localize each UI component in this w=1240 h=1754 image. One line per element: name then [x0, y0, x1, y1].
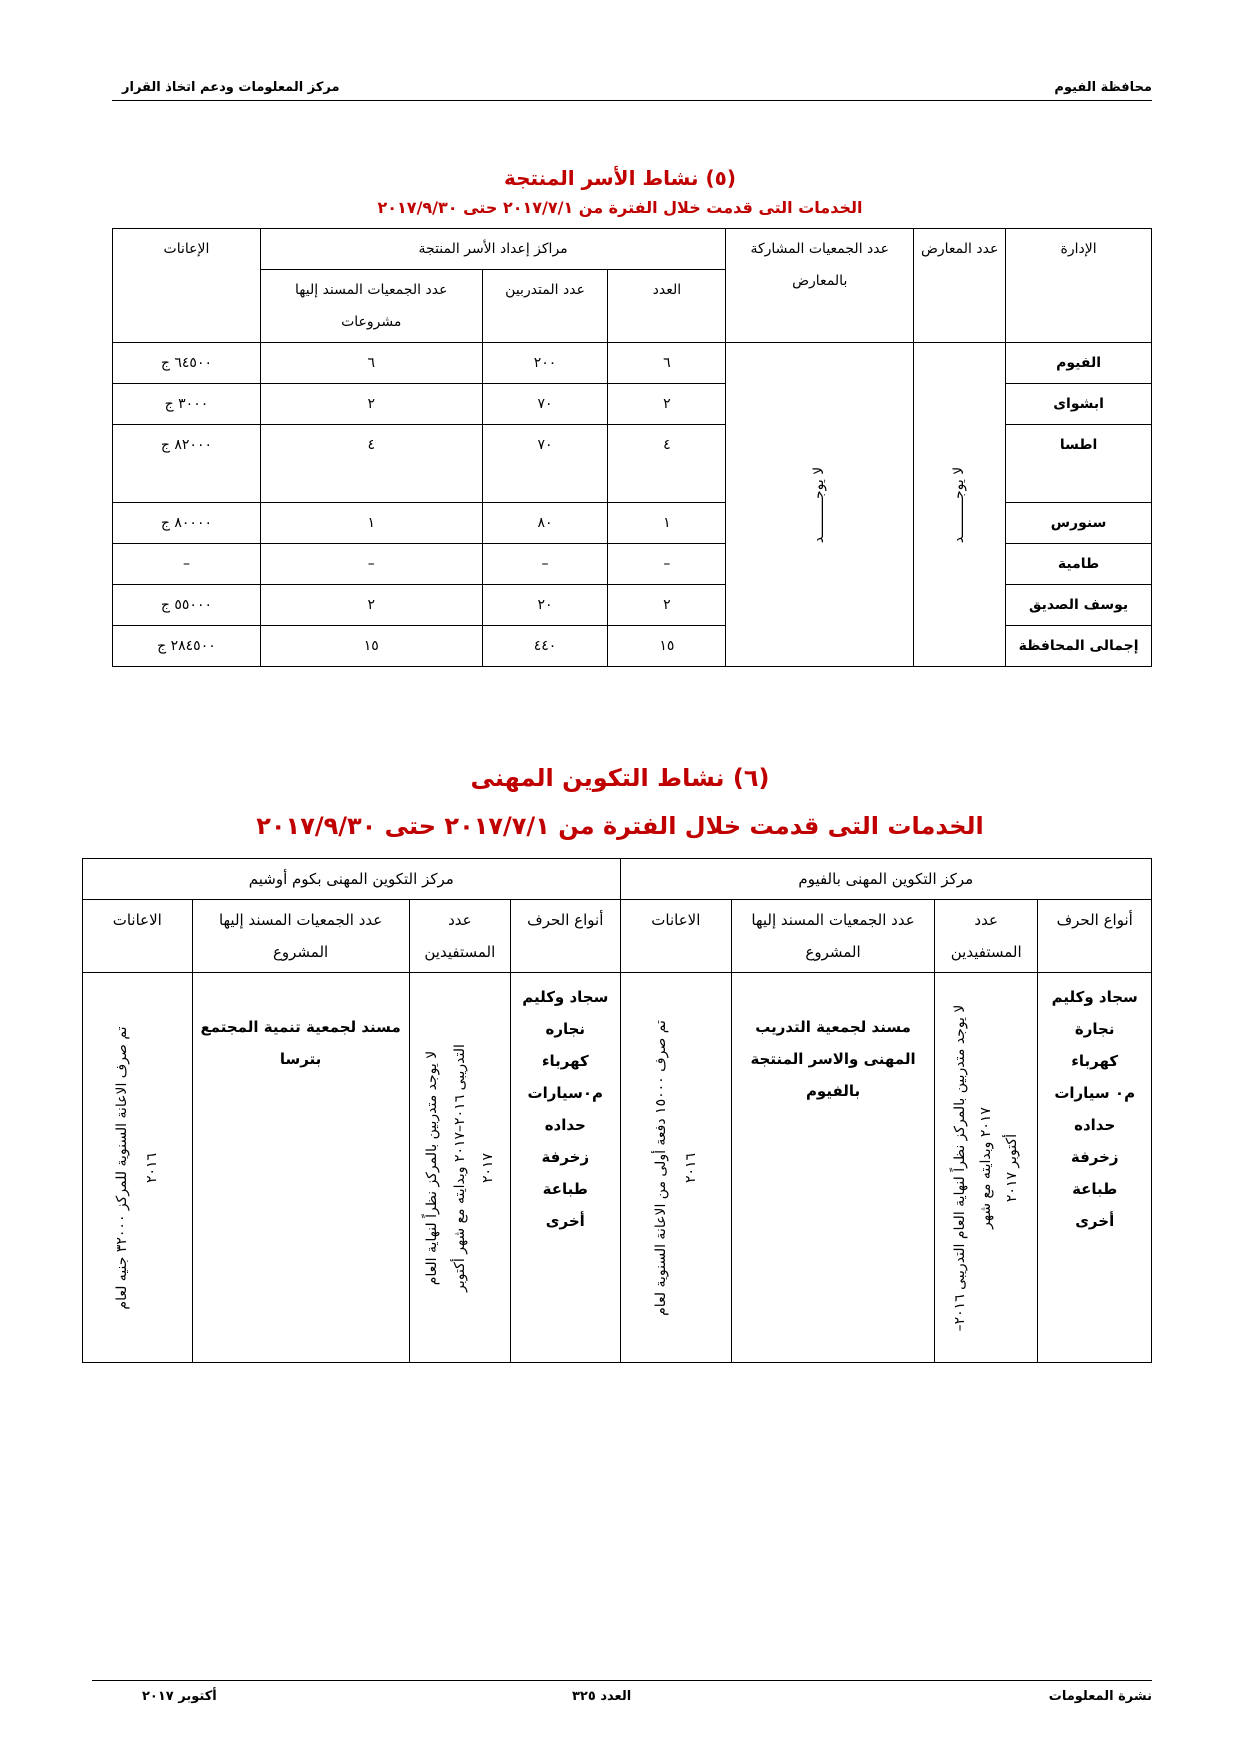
row-trainees: –: [482, 544, 608, 585]
col-count: العدد: [608, 270, 726, 343]
footer-issue: العدد ٣٢٥: [572, 1689, 632, 1704]
page-header: [112, 78, 1152, 101]
row-assoc: ٢: [260, 585, 482, 626]
col-crafts: أنواع الحرف: [1038, 900, 1152, 973]
craft-item: كهرباء: [1071, 1052, 1119, 1070]
row-subsidy: –: [113, 544, 261, 585]
col-assoc: عدد الجمعيات المسند إليها المشروع: [732, 900, 935, 973]
crafts-list-kom-oshim: [511, 973, 621, 1363]
row-admin: يوسف الصديق: [1006, 585, 1152, 626]
row-total-admin: إجمالى المحافظة: [1006, 626, 1152, 667]
row-trainees: ٢٠: [482, 585, 608, 626]
row-trainees: ٨٠: [482, 503, 608, 544]
craft-item: نجارة: [1074, 1020, 1115, 1038]
col-crafts: أنواع الحرف: [511, 900, 621, 973]
row-assoc: ٤: [260, 425, 482, 503]
beneficiaries-line: أكتوبر ٢٠١٧: [1004, 1133, 1021, 1202]
col-assoc-exhibits: عدد الجمعيات المشاركة بالمعارض: [726, 229, 914, 343]
footer-publication: نشرة المعلومات: [1048, 1689, 1152, 1704]
row-total-trainees: ٤٤٠: [482, 626, 608, 667]
row-count: ١: [608, 503, 726, 544]
col-assoc: عدد الجمعيات المسند إليها المشروع: [192, 900, 409, 973]
craft-item: نجاره: [545, 1020, 586, 1038]
row-count: ٢: [608, 585, 726, 626]
col-beneficiaries: عدد المستفيدين: [934, 900, 1037, 973]
row-assoc: ٢: [260, 384, 482, 425]
subsidy-line: ٢٠١٦: [144, 1152, 161, 1183]
col-exhibits: عدد المعارض: [914, 229, 1006, 343]
col-assoc-projects: عدد الجمعيات المسند إليها مشروعات: [260, 270, 482, 343]
row-assoc: ٦: [260, 343, 482, 384]
section6-title: (٦) نشاط التكوين المهنى: [470, 764, 770, 792]
row-total-count: ١٥: [608, 626, 726, 667]
col-trainees: عدد المتدربين: [482, 270, 608, 343]
row-admin: اطسا: [1006, 425, 1152, 503]
craft-item: أخرى: [1075, 1212, 1115, 1230]
row-admin: ابشواى: [1006, 384, 1152, 425]
craft-item: طباعة: [542, 1180, 588, 1198]
subsidy-kom-oshim: [83, 973, 193, 1363]
productive-families-table: [112, 228, 1152, 667]
header-governorate: محافظة الفيوم: [1054, 80, 1152, 95]
header-center: مركز المعلومات ودعم اتخاذ القرار: [122, 80, 340, 95]
row-subsidy: ٨٢٠٠٠ ج: [113, 425, 261, 503]
row-subsidy: ٨٠٠٠٠ ج: [113, 503, 261, 544]
page-footer: [92, 1680, 1152, 1715]
col-admin: الإدارة: [1006, 229, 1152, 343]
col-centers: مراكز إعداد الأسر المنتجة: [260, 229, 725, 270]
beneficiaries-line: التدريبى ٢٠١٦–٢٠١٧ وبدايته مع شهر أكتوبر: [451, 1043, 468, 1292]
col-subsidies: الاعانات: [620, 900, 732, 973]
subsidy-line: تم صرف الاعانة السنوية للمركز ٣٢٠٠٠ جنيه لعام: [114, 1025, 131, 1310]
row-subsidy: ٣٠٠٠ ج: [113, 384, 261, 425]
crafts-list-fayoum: [1038, 973, 1152, 1363]
craft-item: حداده: [544, 1116, 586, 1134]
row-admin: سنورس: [1006, 503, 1152, 544]
subsidy-line: ٢٠١٦: [682, 1152, 699, 1183]
row-subsidy: ٦٤٥٠٠ ج: [113, 343, 261, 384]
row-admin: الفيوم: [1006, 343, 1152, 384]
beneficiaries-kom-oshim: [409, 973, 510, 1363]
assoc-line: مسند لجمعية التدريب: [755, 1018, 911, 1036]
row-count: ٤: [608, 425, 726, 503]
craft-item: زخرفة: [541, 1148, 590, 1166]
exhibits-none-text: لا يوجـــــــــد: [951, 466, 968, 543]
assoc-fayoum: [732, 973, 935, 1363]
center-fayoum: مركز التكوين المهنى بالفيوم: [620, 859, 1151, 900]
craft-item: زخرفة: [1070, 1148, 1119, 1166]
assoc-line: بترسا: [279, 1050, 322, 1068]
row-trainees: ٢٠٠: [482, 343, 608, 384]
beneficiaries-line: ٢٠١٧: [479, 1152, 496, 1183]
row-count: ٦: [608, 343, 726, 384]
craft-item: سجاد وكليم: [522, 988, 609, 1006]
row-assoc: ١: [260, 503, 482, 544]
row-count: –: [608, 544, 726, 585]
vocational-training-table: [82, 858, 1152, 1363]
subsidy-line: تم صرف ١٥٠٠٠ دفعة أولى من الاعانة السنوية لعام: [652, 1019, 669, 1316]
craft-item: أخرى: [545, 1212, 585, 1230]
assoc-kom-oshim: [192, 973, 409, 1363]
row-admin: طامية: [1006, 544, 1152, 585]
row-assoc: –: [260, 544, 482, 585]
craft-item: حداده: [1074, 1116, 1116, 1134]
row-total-assoc: ١٥: [260, 626, 482, 667]
beneficiaries-line: لا يوجد متدربين بالمركز نظراً لنهاية العام التدريبى ٢٠١٦–٢٠١٧ وبدايته مع شهر: [952, 1004, 995, 1331]
subsidy-fayoum: [620, 973, 732, 1363]
craft-item: سجاد وكليم: [1051, 988, 1138, 1006]
col-subsidies: الاعانات: [83, 900, 193, 973]
section6-subtitle: الخدمات التى قدمت خلال الفترة من ٢٠١٧/٧/١ حتى ٢٠١٧/٩/٣٠: [256, 812, 984, 840]
craft-item: م٠سيارات: [527, 1084, 604, 1102]
craft-item: طباعة: [1072, 1180, 1118, 1198]
assoc-line: المهنى والاسر المنتجة: [750, 1050, 916, 1068]
center-kom-oshim: مركز التكوين المهنى بكوم أوشيم: [83, 859, 621, 900]
beneficiaries-fayoum: [934, 973, 1037, 1363]
assoc-exhibits-none-text: لا يوجـــــــــد: [811, 466, 828, 543]
section5-subtitle: الخدمات التى قدمت خلال الفترة من ٢٠١٧/٧/١ حتى ٢٠١٧/٩/٣٠: [377, 198, 863, 217]
exhibits-none: [914, 343, 1006, 667]
footer-date: أكتوبر ٢٠١٧: [142, 1689, 217, 1704]
row-count: ٢: [608, 384, 726, 425]
col-beneficiaries: عدد المستفيدين: [409, 900, 510, 973]
row-trainees: ٧٠: [482, 425, 608, 503]
col-subsidies: الإعانات: [113, 229, 261, 343]
assoc-line: بالفيوم: [805, 1082, 861, 1100]
craft-item: م٠ سيارات: [1054, 1084, 1136, 1102]
assoc-line: مسند لجمعية تنمية المجتمع: [200, 1018, 401, 1036]
row-trainees: ٧٠: [482, 384, 608, 425]
craft-item: كهرباء: [541, 1052, 589, 1070]
section5-title: (٥) نشاط الأسر المنتجة: [503, 166, 737, 190]
row-total-subsidy: ٢٨٤٥٠٠ ج: [113, 626, 261, 667]
assoc-exhibits-none: [726, 343, 914, 667]
row-subsidy: ٥٥٠٠٠ ج: [113, 585, 261, 626]
beneficiaries-line: لا يوجد متدربين بالمركز نظراً لنهاية العام: [423, 1050, 440, 1285]
